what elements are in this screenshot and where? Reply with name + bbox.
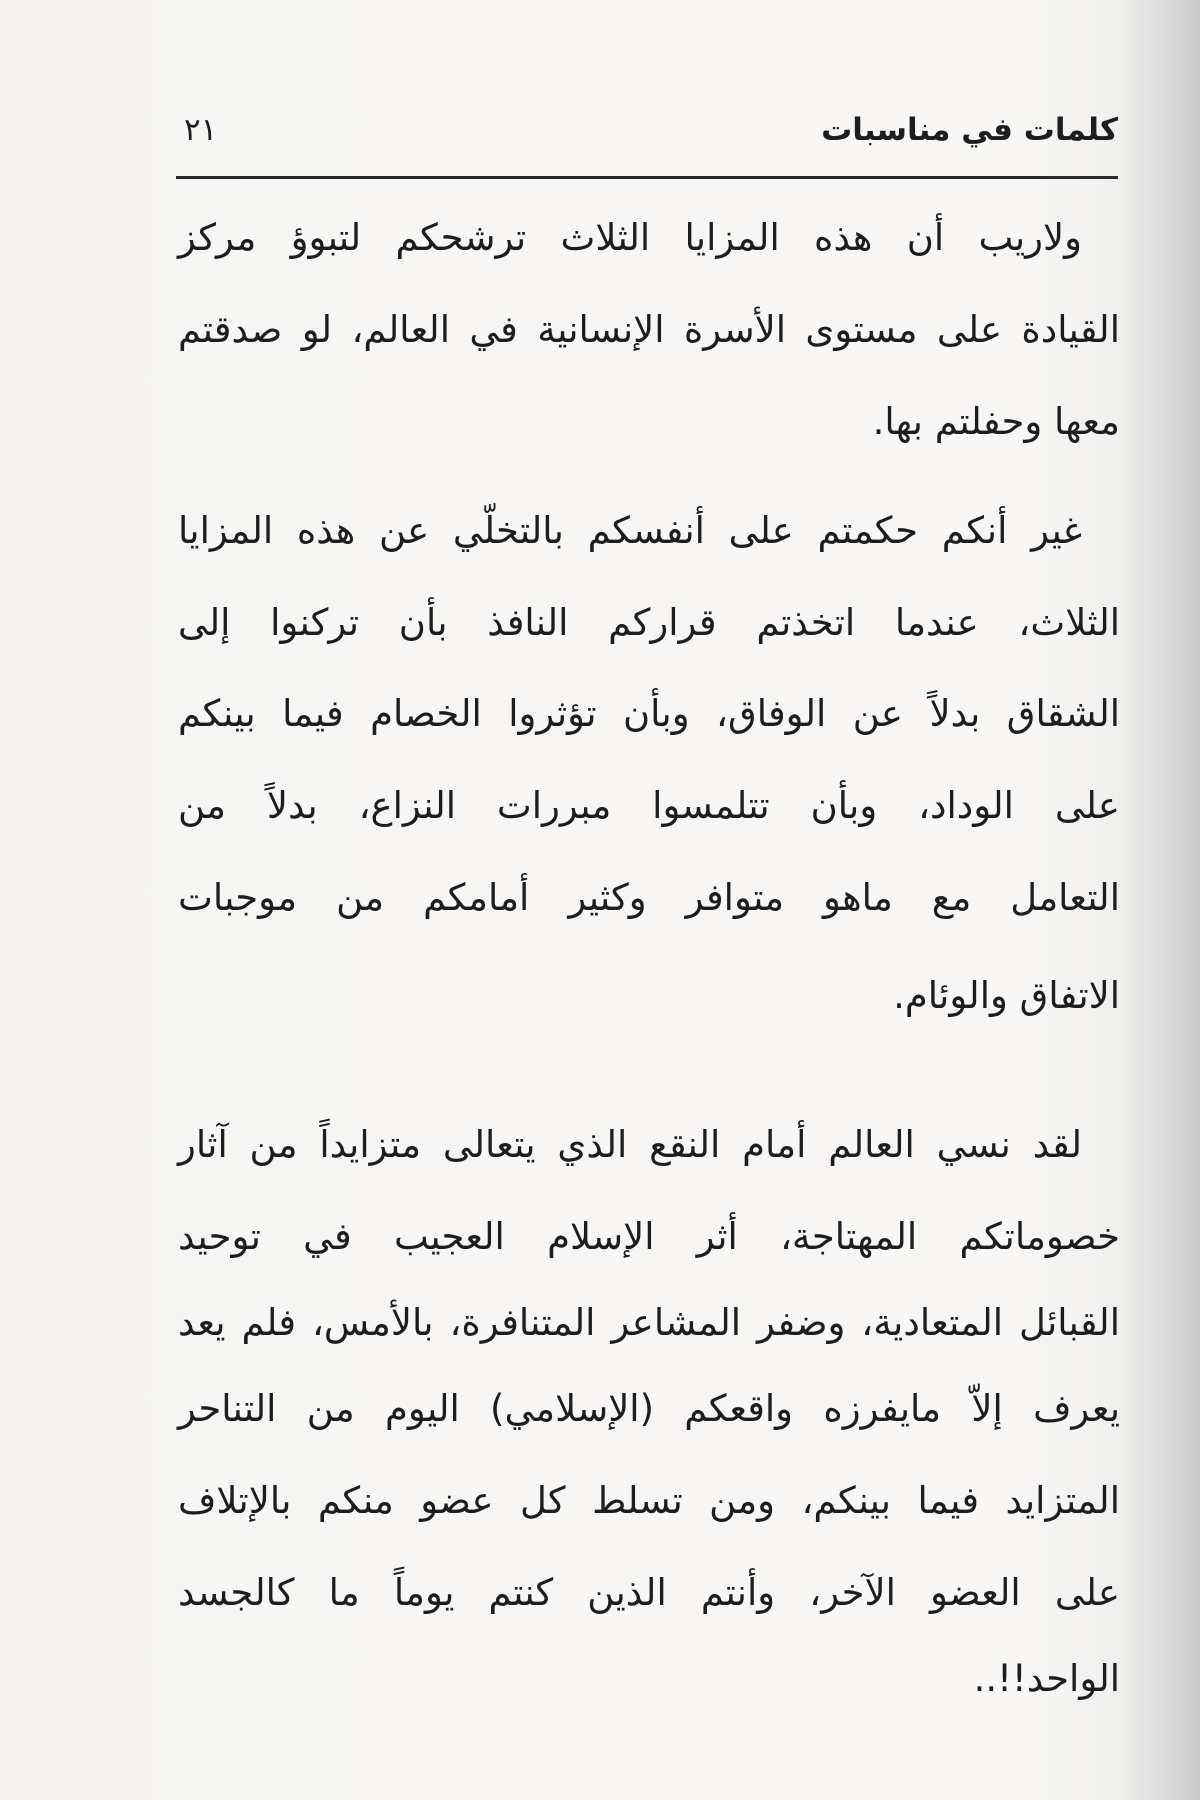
text-line: لقد نسي العالم أمام النقع الذي يتعالى متزايداً من آثار: [178, 1123, 1082, 1166]
text-line: غير أنكم حكمتم على أنفسكم بالتخلّي عن هذه المزايا: [178, 509, 1082, 552]
text-line: خصوماتكم المهتاجة، أثر الإسلام العجيب في توحيد: [178, 1215, 1120, 1258]
text-line: القيادة على مستوى الأسرة الإنسانية في العالم، لو صدقتم: [178, 308, 1120, 351]
page-number: ٢١: [184, 112, 218, 148]
text-line: معها وحفلتم بها.: [872, 400, 1120, 443]
text-line: الاتفاق والوئام.: [893, 974, 1120, 1017]
running-header-title: كلمات في مناسبات: [821, 112, 1118, 148]
text-line: على العضو الآخر، وأنتم الذين كنتم يوماً ما كالجسد: [178, 1571, 1120, 1614]
text-line: الشقاق بدلاً عن الوفاق، وبأن تؤثروا الخصام فيما بينكم: [178, 692, 1120, 735]
text-line: المتزايد فيما بينكم، ومن تسلط كل عضو منكم بالإتلاف: [178, 1479, 1120, 1522]
header-rule: [176, 176, 1118, 179]
text-line: على الوداد، وبأن تتلمسوا مبررات النزاع، بدلاً من: [178, 784, 1120, 827]
text-line: التعامل مع ماهو متوافر وكثير أمامكم من موجبات: [178, 876, 1120, 919]
text-line: الثلاث، عندما اتخذتم قراركم النافذ بأن تركنوا إلى: [178, 601, 1120, 644]
text-line: ولاريب أن هذه المزايا الثلاث ترشحكم لتبوؤ مركز: [178, 216, 1082, 259]
text-line: يعرف إلاّ مايفرزه واقعكم (الإسلامي) اليوم من التناحر: [178, 1387, 1120, 1430]
text-line: القبائل المتعادية، وضفر المشاعر المتنافرة، بالأمس، فلم يعد: [178, 1301, 1120, 1344]
text-line: الواحد!!..: [973, 1657, 1120, 1700]
